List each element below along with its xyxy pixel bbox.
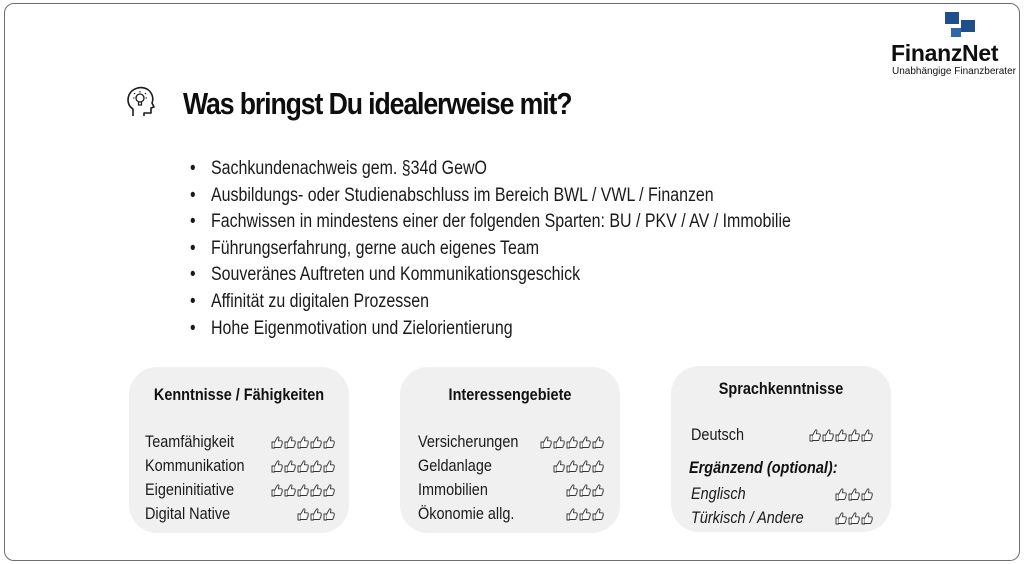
thumbs-up-icon	[323, 459, 335, 473]
rating	[271, 459, 335, 473]
list-item: • Ausbildungs- oder Studienabschluss im Bereich BWL / VWL / Finanzen	[190, 183, 791, 210]
thumbs-up-icon	[566, 507, 578, 521]
language-label: Türkisch / Andere	[691, 508, 804, 527]
thumbs-up-icon	[297, 483, 309, 497]
optional-languages-heading: Ergänzend (optional):	[689, 458, 838, 477]
thumbs-up-icon	[297, 435, 309, 449]
interest-label: Geldanlage	[418, 456, 492, 475]
rating	[835, 511, 873, 525]
thumbs-up-icon	[861, 511, 873, 525]
thumbs-up-icon	[592, 435, 604, 449]
interests-card-title: Interessengebiete	[448, 385, 572, 404]
thumbs-up-icon	[592, 507, 604, 521]
thumbs-up-icon	[271, 483, 283, 497]
page-title: Was bringst Du idealerweise mit?	[183, 86, 572, 121]
thumbs-up-icon	[310, 507, 322, 521]
interest-label: Ökonomie allg.	[418, 504, 515, 523]
list-item: • Hohe Eigenmotivation und Zielorientierung	[190, 316, 791, 343]
skills-card-title: Kenntnisse / Fähigkeiten	[153, 385, 325, 404]
language-row	[691, 423, 873, 447]
thumbs-up-icon	[835, 428, 847, 442]
rating	[271, 435, 335, 449]
logo-mark-icon	[945, 12, 979, 42]
thumbs-up-icon	[284, 459, 296, 473]
thumbs-up-icon	[835, 487, 847, 501]
thumbs-up-icon	[848, 487, 860, 501]
rating	[271, 483, 335, 497]
thumbs-up-icon	[592, 483, 604, 497]
thumbs-up-icon	[592, 459, 604, 473]
skill-label: Digital Native	[145, 504, 231, 523]
rating	[540, 435, 604, 449]
thumbs-up-icon	[271, 459, 283, 473]
rating	[297, 507, 335, 521]
requirements-list	[190, 156, 905, 342]
thumbs-up-icon	[579, 435, 591, 449]
language-row	[691, 506, 873, 530]
list-item: • Führungserfahrung, gerne auch eigenes Team	[190, 236, 791, 263]
thumbs-up-icon	[284, 483, 296, 497]
languages-card-title: Sprachkenntnisse	[718, 379, 844, 398]
thumbs-up-icon	[566, 483, 578, 497]
list-item: • Affinität zu digitalen Prozessen	[190, 289, 791, 316]
finanznet-logo	[889, 10, 1023, 76]
skill-label: Kommunikation	[145, 456, 245, 475]
thumbs-up-icon	[835, 511, 847, 525]
rating	[809, 428, 873, 442]
skill-row	[145, 478, 335, 502]
thumbs-up-icon	[861, 428, 873, 442]
thumbs-up-icon	[809, 428, 821, 442]
logo-tagline: Unabhängige Finanzberater	[892, 66, 1016, 77]
thumbs-up-icon	[540, 435, 552, 449]
list-item: • Fachwissen in mindestens einer der folgenden Sparten: BU / PKV / AV / Immobilie	[190, 209, 791, 236]
thumbs-up-icon	[848, 511, 860, 525]
rating	[566, 507, 604, 521]
thumbs-up-icon	[553, 459, 565, 473]
skill-label: Teamfähigkeit	[145, 432, 235, 451]
thumbs-up-icon	[822, 428, 834, 442]
language-row	[691, 482, 873, 506]
interest-row	[418, 502, 604, 526]
thumbs-up-icon	[310, 435, 322, 449]
slide	[4, 3, 1020, 561]
skill-row	[145, 454, 335, 478]
language-label: Englisch	[691, 484, 746, 503]
thumbs-up-icon	[579, 459, 591, 473]
list-item: • Souveränes Auftreten und Kommunikationsgeschick	[190, 262, 791, 289]
interest-row	[418, 430, 604, 454]
thumbs-up-icon	[310, 459, 322, 473]
skill-label: Eigeninitiative	[145, 480, 235, 499]
skill-row	[145, 430, 335, 454]
logo-name: FinanzNet	[891, 40, 999, 66]
language-label: Deutsch	[691, 425, 745, 444]
thumbs-up-icon	[323, 507, 335, 521]
thumbs-up-icon	[271, 435, 283, 449]
rating	[553, 459, 604, 473]
thumbs-up-icon	[297, 507, 309, 521]
thumbs-up-icon	[323, 435, 335, 449]
thumbs-up-icon	[553, 435, 565, 449]
thumbs-up-icon	[566, 435, 578, 449]
interest-row	[418, 478, 604, 502]
thumbs-up-icon	[297, 459, 309, 473]
skill-row	[145, 502, 335, 526]
skills-card	[129, 367, 349, 533]
thumbs-up-icon	[566, 459, 578, 473]
thumbs-up-icon	[579, 483, 591, 497]
interest-row	[418, 454, 604, 478]
thumbs-up-icon	[310, 483, 322, 497]
interest-label: Versicherungen	[418, 432, 519, 451]
rating	[566, 483, 604, 497]
languages-card	[671, 366, 891, 532]
thumbs-up-icon	[323, 483, 335, 497]
interests-card	[400, 367, 620, 533]
rating	[835, 487, 873, 501]
interest-label: Immobilien	[418, 480, 488, 499]
thumbs-up-icon	[579, 507, 591, 521]
thumbs-up-icon	[861, 487, 873, 501]
list-item: • Sachkundenachweis gem. §34d GewO	[190, 156, 791, 183]
head-lightbulb-icon	[125, 85, 157, 119]
thumbs-up-icon	[848, 428, 860, 442]
thumbs-up-icon	[284, 435, 296, 449]
